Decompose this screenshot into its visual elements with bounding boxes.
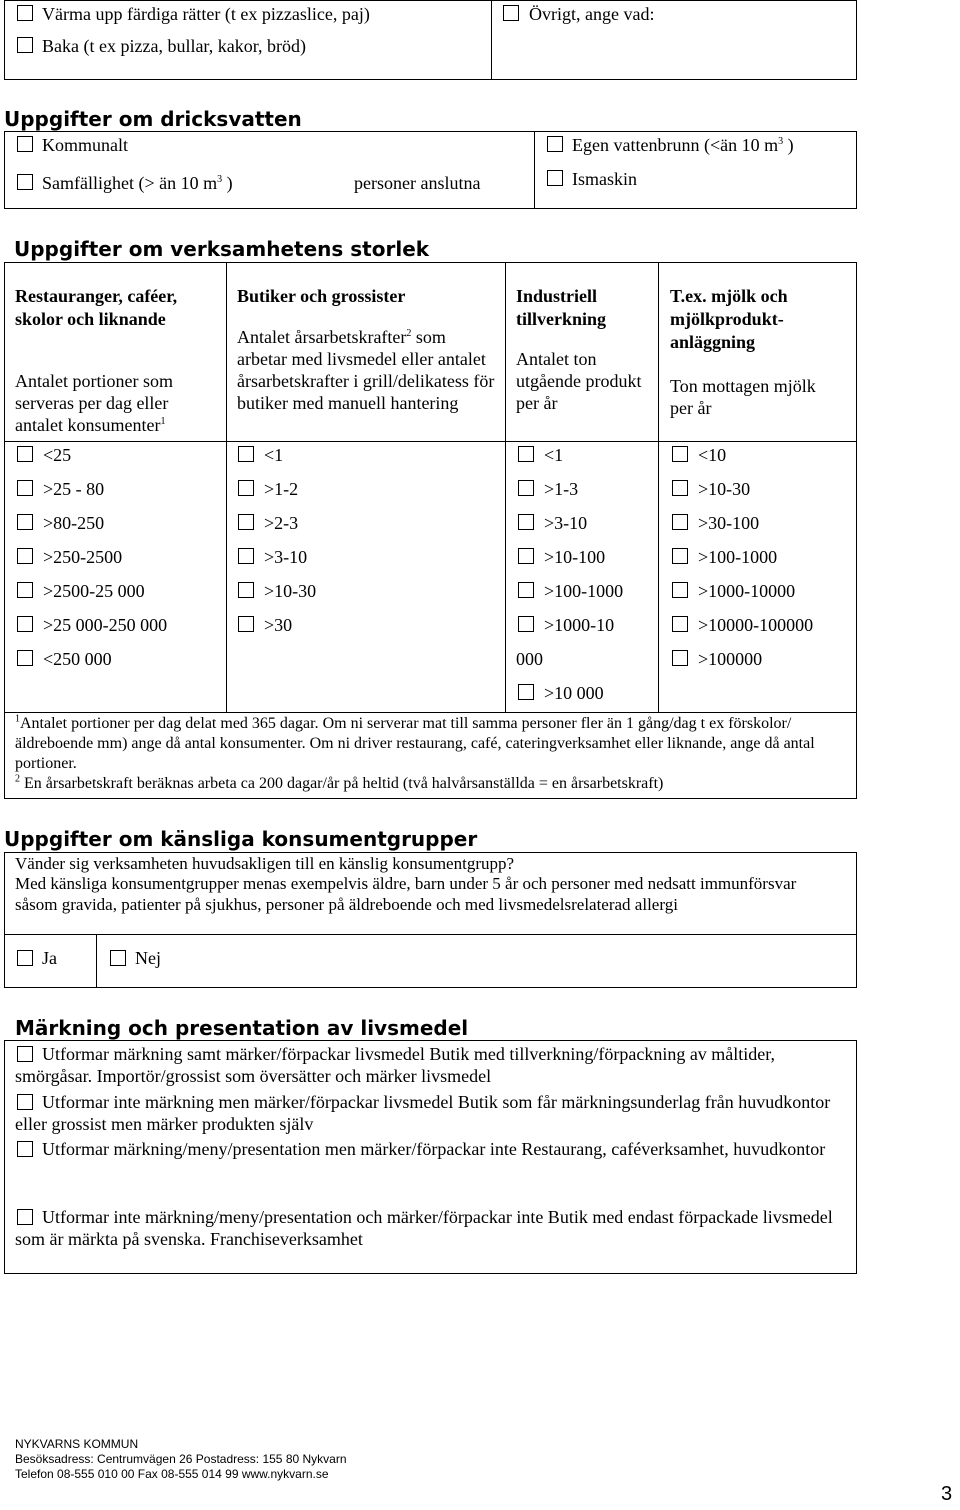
- label-col4-opt3: >30-100: [698, 513, 760, 533]
- checkbox-kommunalt[interactable]: [17, 136, 33, 152]
- col3-title: Industriell tillverkning: [516, 286, 607, 329]
- label-col3-opt7: >10 000: [544, 683, 604, 703]
- label-col1-opt6: >25 000-250 000: [43, 615, 168, 635]
- label-col2-opt4: >3-10: [264, 547, 308, 567]
- checkbox-col1-opt4[interactable]: [17, 548, 33, 564]
- checkbox-baka[interactable]: [17, 37, 33, 53]
- label-col1-opt3: >80-250: [43, 513, 105, 533]
- checkbox-col3-opt1[interactable]: [518, 446, 534, 462]
- checkbox-col2-opt1[interactable]: [238, 446, 254, 462]
- label-col1-opt1: <25: [43, 445, 72, 465]
- label-personer-anslutna: personer anslutna: [354, 173, 481, 193]
- sensitive-heading: Uppgifter om känsliga konsumentgrupper: [4, 827, 478, 851]
- label-samfallighet: Samfällighet (> än 10 $m^3$ ): [42, 173, 233, 193]
- divider: [491, 0, 492, 80]
- divider: [658, 262, 659, 712]
- footnote-1: $^1$Antalet portioner per dag delat med 365 dagar. Om ni serverar mat till samma personer fler än 1 gång/dag t ex förskolor/äldreboende mm) ange då antal konsumenter. Om ni driver restaurang, café, cateringverksamhet eller liknande, ange då antal portioner.: [15, 713, 815, 772]
- checkbox-col4-opt6[interactable]: [672, 616, 688, 632]
- label-ismaskin: Ismaskin: [572, 169, 637, 189]
- label-col4-opt1: <10: [698, 445, 727, 465]
- checkbox-nej[interactable]: [110, 950, 126, 966]
- col4-title: T.ex. mjölk och mjölkprodukt-anläggning: [670, 286, 788, 352]
- checkbox-col1-opt1[interactable]: [17, 446, 33, 462]
- label-col4-opt5: >1000-10000: [698, 581, 796, 601]
- footer-org: NYKVARNS KOMMUN: [15, 1437, 139, 1451]
- checkbox-col3-opt4[interactable]: [518, 548, 534, 564]
- col4-desc: Ton mottagen mjölk per år: [670, 376, 816, 418]
- label-kommunalt: Kommunalt: [42, 135, 128, 155]
- checkbox-col1-opt6[interactable]: [17, 616, 33, 632]
- label-ja: Ja: [42, 948, 57, 968]
- label-col3-opt2: >1-3: [544, 479, 579, 499]
- checkbox-col2-opt3[interactable]: [238, 514, 254, 530]
- water-heading: Uppgifter om dricksvatten: [4, 107, 302, 131]
- label-nej: Nej: [135, 948, 161, 968]
- label-col3-opt3: >3-10: [544, 513, 588, 533]
- checkbox-ovrigt[interactable]: [503, 5, 519, 21]
- footnote-2: $^2$ En årsarbetskraft beräknas arbeta ca 200 dagar/år på heltid (två halvårsanställda = en årsarbetskraft): [15, 773, 664, 792]
- label-col4-opt6: >10000-100000: [698, 615, 814, 635]
- divider: [505, 262, 506, 712]
- label-col3-opt5: >100-1000: [544, 581, 624, 601]
- label-col2-opt1: <1: [264, 445, 284, 465]
- col1-desc: Antalet portioner som serveras per dag eller antalet konsumenter$^1$: [15, 371, 173, 435]
- checkbox-col1-opt3[interactable]: [17, 514, 33, 530]
- col3-desc: Antalet ton utgående produkt per år: [516, 349, 642, 413]
- checkbox-col1-opt2[interactable]: [17, 480, 33, 496]
- label-col1-opt2: >25 - 80: [43, 479, 105, 499]
- divider: [96, 934, 97, 988]
- label-col4-opt2: >10-30: [698, 479, 751, 499]
- label-col3-opt6-wrap: 000: [516, 649, 543, 669]
- checkbox-col3-opt3[interactable]: [518, 514, 534, 530]
- label-labeling-2: Utformar inte märkning men märker/förpackar livsmedel Butik som får märkningsunderlag från huvudkontor eller grossist men märker produkten själv: [15, 1092, 831, 1134]
- label-col1-opt7: <250 000: [43, 649, 112, 669]
- checkbox-ja[interactable]: [17, 950, 33, 966]
- label-col4-opt4: >100-1000: [698, 547, 778, 567]
- col2-title: Butiker och grossister: [237, 286, 406, 306]
- checkbox-col3-opt7[interactable]: [518, 684, 534, 700]
- checkbox-col4-opt5[interactable]: [672, 582, 688, 598]
- checkbox-col4-opt2[interactable]: [672, 480, 688, 496]
- checkbox-col2-opt6[interactable]: [238, 616, 254, 632]
- checkbox-col2-opt2[interactable]: [238, 480, 254, 496]
- checkbox-col2-opt5[interactable]: [238, 582, 254, 598]
- checkbox-col3-opt5[interactable]: [518, 582, 534, 598]
- divider: [226, 262, 227, 712]
- label-baka: Baka (t ex pizza, bullar, kakor, bröd): [42, 36, 306, 56]
- page-number: 3: [941, 1483, 953, 1505]
- checkbox-egen-vattenbrunn[interactable]: [547, 136, 563, 152]
- checkbox-ismaskin[interactable]: [547, 170, 563, 186]
- label-labeling-4: Utformar inte märkning/meny/presentation och märker/förpackar inte Butik med endast förpackade livsmedel som är märkta på svenska. Franchiseverksamhet: [15, 1207, 833, 1249]
- checkbox-col4-opt7[interactable]: [672, 650, 688, 666]
- checkbox-varma[interactable]: [17, 5, 33, 21]
- label-col1-opt5: >2500-25 000: [43, 581, 145, 601]
- checkbox-col4-opt3[interactable]: [672, 514, 688, 530]
- labeling-heading: Märkning och presentation av livsmedel: [15, 1016, 469, 1040]
- label-col2-opt3: >2-3: [264, 513, 299, 533]
- label-labeling-1: Utformar märkning samt märker/förpackar livsmedel Butik med tillverkning/förpackning av måltider, smörgåsar. Importör/grossist som översätter och märker livsmedel: [15, 1044, 776, 1086]
- sensitive-explanation: Med känsliga konsumentgrupper menas exempelvis äldre, barn under 5 år och personer med nedsatt immunförsvar såsom gravida, patienter på sjukhus, personer på äldreboende och med livsmedelsrelaterad allergi: [15, 874, 797, 914]
- label-varma: Värma upp färdiga rätter (t ex pizzaslice, paj): [42, 4, 370, 24]
- divider: [4, 441, 857, 442]
- divider: [4, 712, 857, 713]
- checkbox-col1-opt7[interactable]: [17, 650, 33, 666]
- label-egen-vattenbrunn: Egen vattenbrunn (<än 10 $m^3$ ): [572, 135, 794, 155]
- checkbox-col1-opt5[interactable]: [17, 582, 33, 598]
- col2-desc: Antalet årsarbetskrafter$^2$ som arbetar med livsmedel eller antalet årsarbetskrafter i grill/delikatess för butiker med manuell hantering: [237, 327, 495, 413]
- checkbox-col3-opt6[interactable]: [518, 616, 534, 632]
- label-col3-opt6: >1000-10: [544, 615, 615, 635]
- checkbox-col2-opt4[interactable]: [238, 548, 254, 564]
- footer-contact: Telefon 08-555 010 00 Fax 08-555 014 99 www.nykvarn.se: [15, 1467, 329, 1481]
- label-col3-opt4: >10-100: [544, 547, 606, 567]
- label-col2-opt2: >1-2: [264, 479, 299, 499]
- label-col3-opt1: <1: [544, 445, 564, 465]
- col1-title: Restauranger, caféer, skolor och liknande: [15, 286, 178, 329]
- checkbox-col4-opt1[interactable]: [672, 446, 688, 462]
- size-heading: Uppgifter om verksamhetens storlek: [14, 237, 430, 261]
- checkbox-col4-opt4[interactable]: [672, 548, 688, 564]
- label-col1-opt4: >250-2500: [43, 547, 123, 567]
- checkbox-col3-opt2[interactable]: [518, 480, 534, 496]
- label-col4-opt7: >100000: [698, 649, 763, 669]
- divider: [4, 934, 857, 935]
- label-col2-opt5: >10-30: [264, 581, 317, 601]
- checkbox-samfallighet[interactable]: [17, 174, 33, 190]
- label-labeling-3: Utformar märkning/meny/presentation men märker/förpackar inte Restaurang, caféverksamhet, huvudkontor: [42, 1139, 826, 1159]
- footer-address: Besöksadress: Centrumvägen 26 Postadress: 155 80 Nykvarn: [15, 1452, 347, 1466]
- divider: [534, 131, 535, 209]
- label-col2-opt6: >30: [264, 615, 293, 635]
- sensitive-question: Vänder sig verksamheten huvudsakligen till en känslig konsumentgrupp?: [15, 854, 515, 873]
- label-ovrigt: Övrigt, ange vad:: [529, 4, 655, 24]
